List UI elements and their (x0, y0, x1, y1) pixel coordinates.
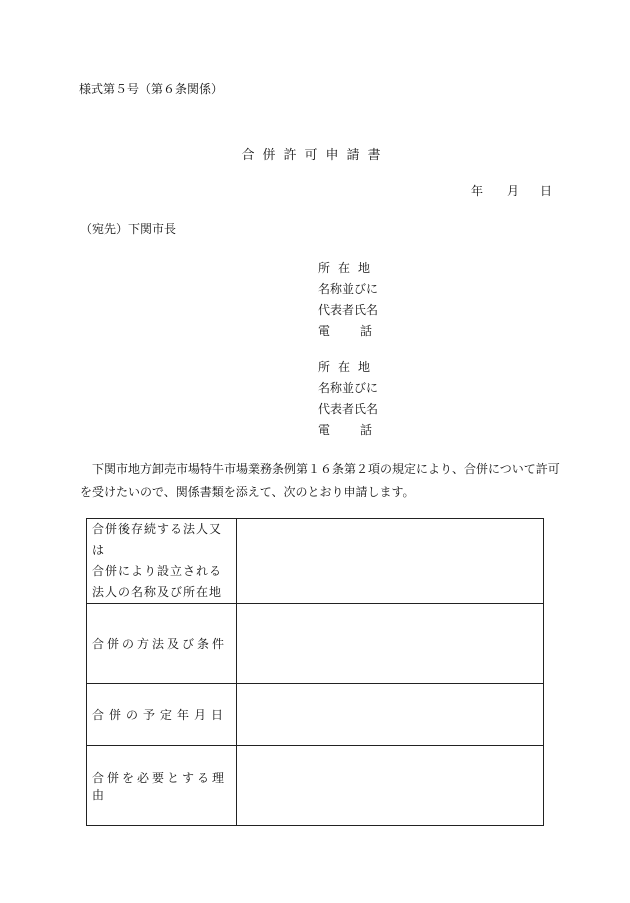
name-label: 名称並びに (318, 282, 379, 296)
application-items-table (86, 518, 544, 826)
table-label-cell (87, 519, 237, 604)
representative-label: 代表者氏名 (318, 402, 379, 416)
table-value-cell[interactable] (237, 604, 544, 684)
phone-label: 電話 (318, 324, 403, 338)
address-label: 所在地 (318, 360, 379, 374)
statement-line-2: を受けたいので、関係書類を添えて、次のとおり申請します。 (80, 485, 415, 499)
table-row (87, 519, 544, 604)
date-month-label: 月 (507, 184, 520, 198)
date-day-label: 日 (540, 184, 553, 198)
table-row (87, 684, 544, 746)
applicant-block-2 (318, 357, 403, 441)
table-row (87, 604, 544, 684)
phone-label: 電話 (318, 423, 403, 437)
representative-label: 代表者氏名 (318, 303, 379, 317)
applicant-block-1 (318, 258, 403, 342)
table-value-cell[interactable] (237, 746, 544, 826)
form-number: 様式第５号（第６条関係） (79, 82, 224, 96)
name-label: 名称並びに (318, 381, 379, 395)
date-year-label: 年 (471, 184, 484, 198)
label-line: 合併により設立される (92, 564, 223, 578)
table-row (87, 746, 544, 826)
table-label-cell: 合併の予定年月日 (87, 684, 237, 746)
label-line: 法人の名称及び所在地 (92, 585, 223, 599)
table-label-cell: 合併を必要とする理由 (87, 746, 237, 826)
label-line: 合併後存続する法人又は (92, 522, 223, 557)
address-label: 所在地 (318, 261, 379, 275)
document-title: 合併許可申請書 (241, 148, 389, 163)
addressee: （宛先）下関市長 (80, 222, 177, 236)
statement-line-1: 下関市地方卸売市場特牛市場業務条例第１６条第２項の規定により、合併について許可 (92, 462, 560, 476)
table-label-cell: 合併の方法及び条件 (87, 604, 237, 684)
table-value-cell[interactable] (237, 684, 544, 746)
application-statement (80, 458, 562, 504)
table-value-cell[interactable] (237, 519, 544, 604)
